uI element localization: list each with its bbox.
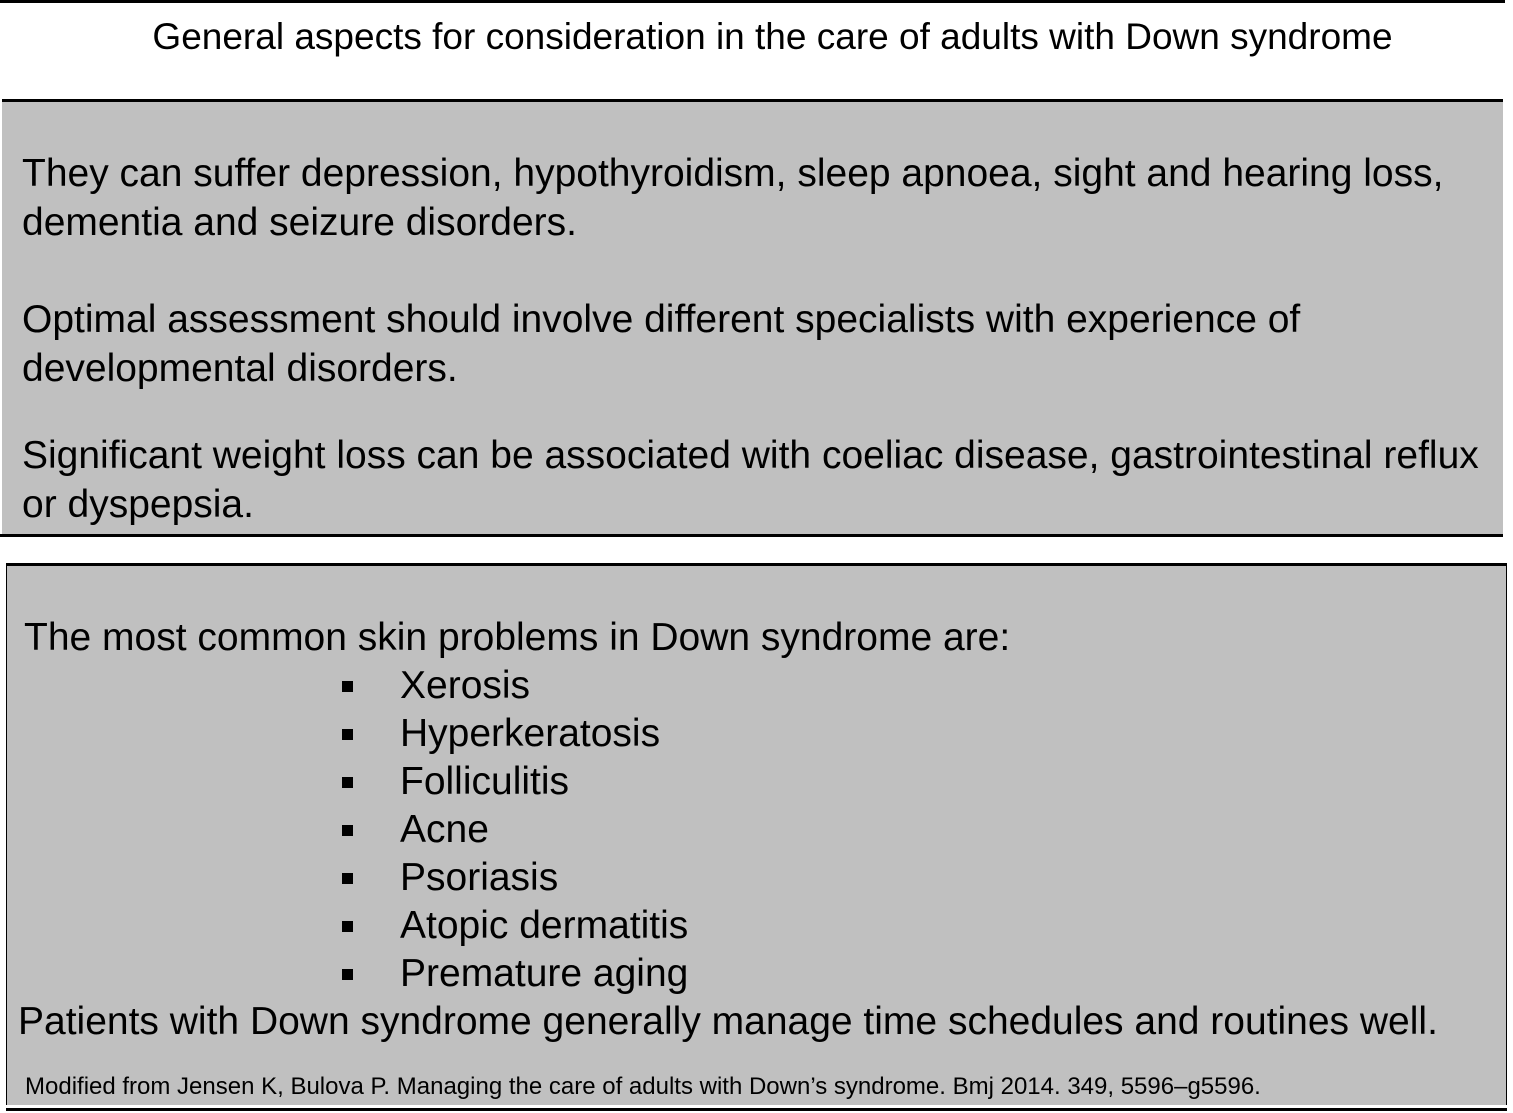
- skin-problems-intro: The most common skin problems in Down syndrome are:: [24, 616, 1011, 659]
- list-item: [342, 806, 688, 854]
- square-bullet-icon: [342, 681, 353, 692]
- source-citation: Modified from Jensen K, Bulova P. Managing the care of adults with Down’s syndrome. Bmj 2014. 349, 5596–g5596.: [25, 1073, 1261, 1100]
- table-title: General aspects for consideration in the care of adults with Down syndrome: [152, 16, 1393, 57]
- square-bullet-icon: [342, 729, 353, 740]
- square-bullet-icon: [342, 921, 353, 932]
- skin-problems-list: [342, 662, 688, 998]
- square-bullet-icon: [342, 777, 353, 788]
- list-item: [342, 710, 688, 758]
- list-item-label: Psoriasis: [400, 856, 559, 899]
- square-bullet-icon: [342, 969, 353, 980]
- paragraph-weight-loss: Significant weight loss can be associated with coeliac disease, gastrointestinal reflux or dyspepsia.: [22, 434, 1479, 526]
- section1-bottom-rule: [0, 534, 1503, 537]
- list-item: [342, 950, 688, 998]
- list-item: [342, 854, 688, 902]
- list-item: [342, 662, 688, 710]
- square-bullet-icon: [342, 873, 353, 884]
- list-item-label: Xerosis: [400, 664, 531, 707]
- top-rule: [0, 0, 1505, 3]
- routines-statement: Patients with Down syndrome generally manage time schedules and routines well.: [18, 1000, 1438, 1043]
- list-item-label: Acne: [400, 808, 489, 851]
- list-item-label: Premature aging: [400, 952, 689, 995]
- paragraph-assessment: Optimal assessment should involve different specialists with experience of developmental disorders.: [22, 298, 1301, 390]
- list-item: [342, 902, 688, 950]
- list-item-label: Hyperkeratosis: [400, 712, 661, 755]
- bottom-rule: [6, 1108, 1507, 1111]
- list-item: [342, 758, 688, 806]
- square-bullet-icon: [342, 825, 353, 836]
- list-item-label: Folliculitis: [400, 760, 570, 803]
- paragraph-comorbidities: They can suffer depression, hypothyroidism, sleep apnoea, sight and hearing loss, dementia and seizure disorders.: [22, 152, 1444, 244]
- list-item-label: Atopic dermatitis: [400, 904, 689, 947]
